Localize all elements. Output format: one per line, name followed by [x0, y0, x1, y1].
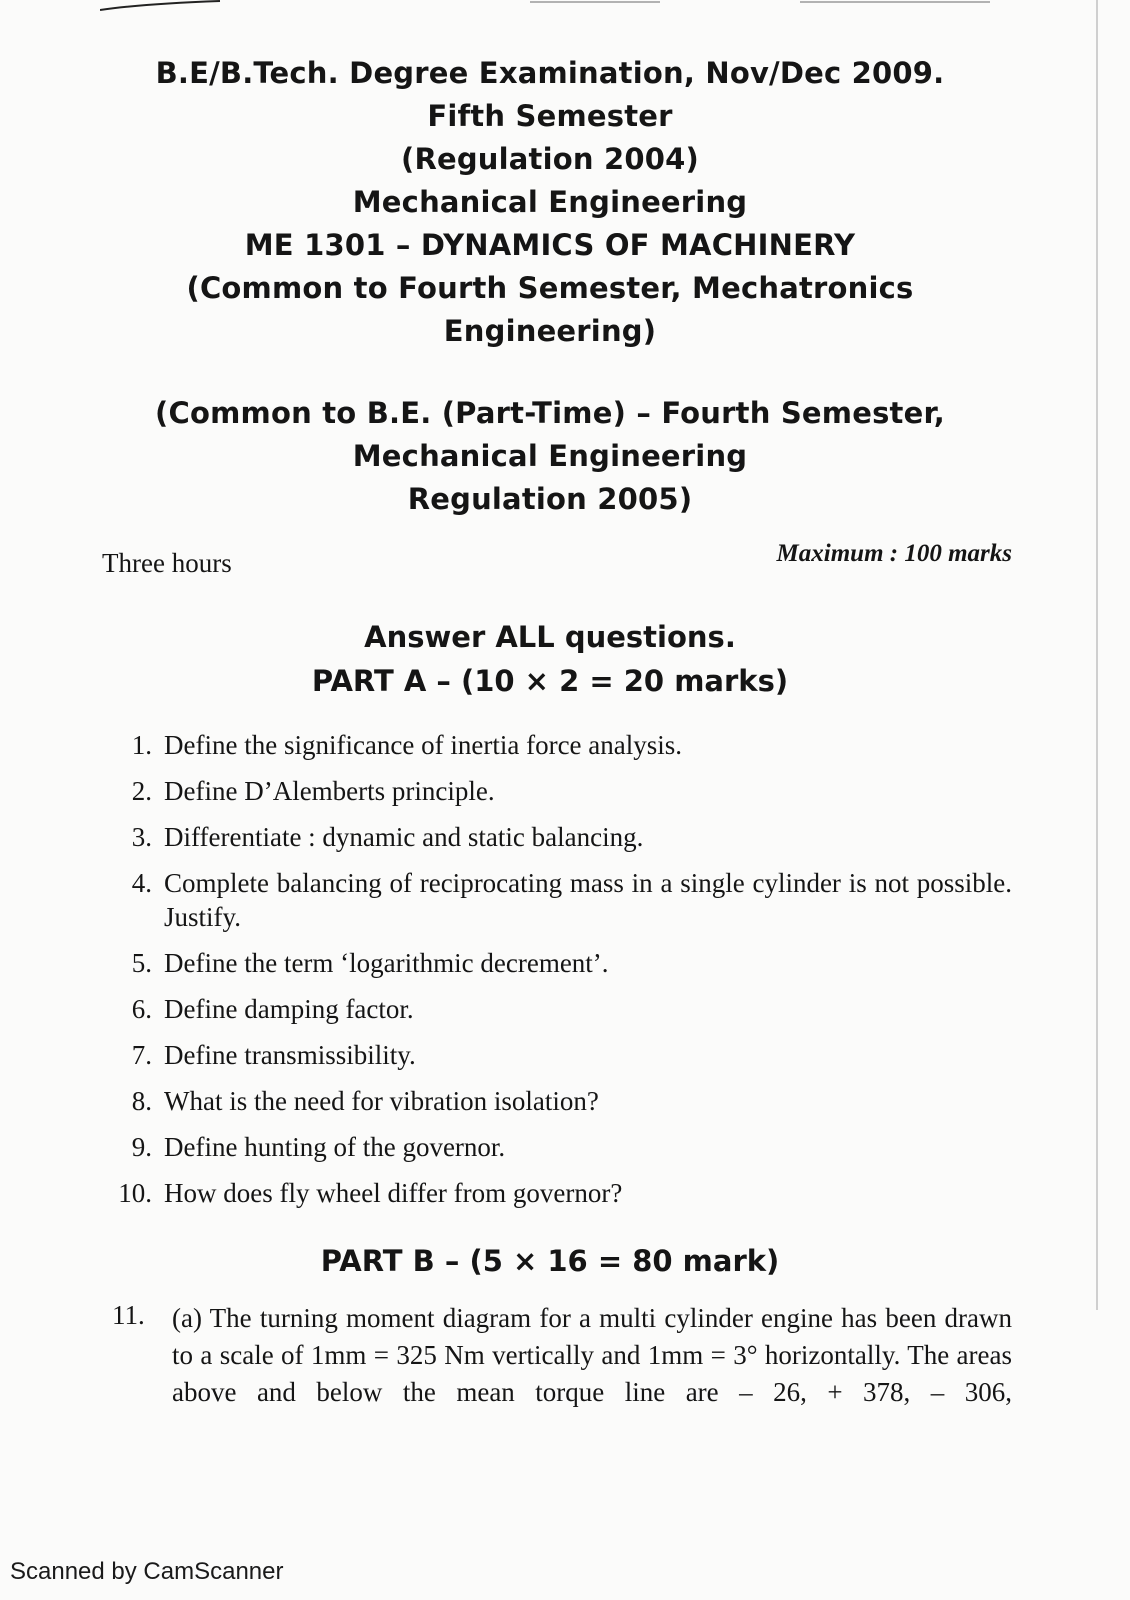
question-text: Differentiate : dynamic and static balancing. — [164, 822, 644, 852]
question-text: Define damping factor. — [164, 994, 414, 1024]
question-text: Define transmissibility. — [164, 1040, 416, 1070]
part-a-title: PART A – (10 × 2 = 20 marks) — [311, 664, 789, 698]
question-number: 11. — [112, 1300, 145, 1330]
question-text: How does fly wheel differ from governor? — [164, 1178, 623, 1208]
question-number: 4. — [131, 868, 152, 898]
max-marks: Maximum : 100 marks — [776, 540, 1012, 567]
part-a-question-list — [112, 728, 1012, 1222]
scan-right-edge — [1096, 0, 1104, 1310]
header-line-regulation: (Regulation 2004) — [400, 142, 699, 176]
header-line-semester: Fifth Semester — [427, 99, 673, 133]
header-line-degree: B.E/B.Tech. Degree Examination, Nov/Dec 2009. — [155, 56, 945, 90]
part-b-title: PART B – (5 × 16 = 80 mark) — [320, 1244, 780, 1278]
question-item — [112, 866, 1012, 934]
question-item — [112, 946, 1012, 980]
scanner-watermark: Scanned by CamScanner — [10, 1558, 284, 1585]
common-note-line-2: Mechanical Engineering — [352, 439, 748, 473]
exam-header — [120, 52, 980, 353]
question-text: Define the significance of inertia force analysis. — [164, 730, 683, 760]
header-line-common-cont: Engineering) — [443, 314, 657, 348]
common-note-line-3: Regulation 2005) — [407, 482, 693, 516]
question-item — [112, 1084, 1012, 1118]
question-number: 5. — [131, 948, 152, 978]
scan-edge-mark — [100, 0, 1000, 14]
question-text: Define D’Alemberts principle. — [164, 776, 495, 806]
header-line-department: Mechanical Engineering — [352, 185, 748, 219]
question-text: Define hunting of the governor. — [164, 1132, 506, 1162]
question-text: What is the need for vibration isolation? — [164, 1086, 599, 1116]
question-item — [112, 820, 1012, 854]
question-number: 1. — [131, 730, 152, 760]
header-line-common: (Common to Fourth Semester, Mechatronics — [186, 271, 914, 305]
question-item — [112, 1176, 1012, 1210]
question-item — [112, 728, 1012, 762]
question-number: 6. — [131, 994, 152, 1024]
question-text: Define the term ‘logarithmic decrement’. — [164, 948, 609, 978]
question-number: 7. — [131, 1040, 152, 1070]
question-item — [112, 774, 1012, 808]
instructions: Answer ALL questions. — [364, 620, 736, 654]
exam-common-note — [120, 392, 980, 521]
question-number: 2. — [131, 776, 152, 806]
question-number: 10. — [118, 1178, 152, 1208]
question-number: 8. — [131, 1086, 152, 1116]
question-text: (a) The turning moment diagram for a multi cylinder engine has been drawn to a scale of 1mm = 325 Nm vertically and 1mm = 3° horizontally. The areas above and below the mean torque line are – 26, + 378, – 306, — [172, 1303, 1012, 1407]
question-item — [112, 1038, 1012, 1072]
question-text: Complete balancing of reciprocating mass in a single cylinder is not possible. Justify. — [164, 868, 1012, 932]
question-item — [112, 1130, 1012, 1164]
part-b-question-11 — [112, 1300, 1012, 1411]
duration: Three hours — [102, 548, 232, 578]
question-number: 9. — [131, 1132, 152, 1162]
question-item — [112, 992, 1012, 1026]
header-line-subject: ME 1301 – DYNAMICS OF MACHINERY — [244, 228, 856, 262]
question-number: 3. — [131, 822, 152, 852]
common-note-line-1: (Common to B.E. (Part-Time) – Fourth Semester, — [155, 396, 945, 430]
